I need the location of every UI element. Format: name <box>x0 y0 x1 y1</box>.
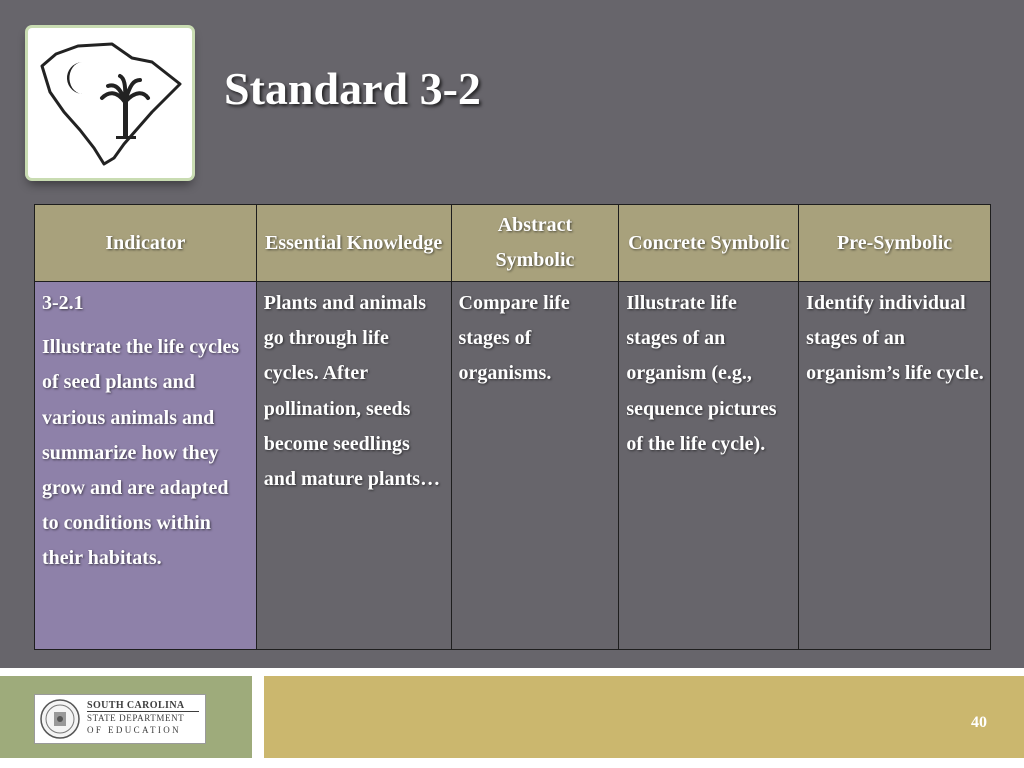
cell-indicator <box>35 282 257 650</box>
footer-gold-band <box>264 676 1024 758</box>
header-indicator: Indicator <box>35 205 257 282</box>
header-pre-symbolic: Pre-Symbolic <box>799 205 991 282</box>
cell-abstract-symbolic: Compare life stages of organisms. <box>451 282 619 650</box>
sc-department-seal-icon <box>39 698 81 740</box>
cell-concrete-symbolic: Illustrate life stages of an organism (e.g., sequence pictures of the life cycle). <box>619 282 799 650</box>
state-logo <box>28 28 192 178</box>
org-name-line2: STATE DEPARTMENT <box>87 713 185 723</box>
standards-table <box>34 204 991 650</box>
slide-title: Standard 3-2 <box>224 63 481 114</box>
cell-pre-symbolic: Identify individual stages of an organism’s life cycle. <box>799 282 991 650</box>
cell-essential-knowledge: Plants and animals go through life cycles. After pollination, seeds become seedlings and mature plants… <box>256 282 451 650</box>
south-carolina-state-logo-icon <box>34 32 186 174</box>
org-name-line3: OF EDUCATION <box>87 725 182 735</box>
org-name-line1: SOUTH CAROLINA <box>87 700 185 711</box>
table-header-row <box>35 205 991 282</box>
page-number: 40 <box>971 714 987 731</box>
sc-department-of-education-logo <box>34 694 206 744</box>
indicator-code: 3-2.1 <box>42 292 84 314</box>
header-abstract-symbolic: Abstract Symbolic <box>451 205 619 282</box>
table-row <box>35 282 991 650</box>
header-concrete-symbolic: Concrete Symbolic <box>619 205 799 282</box>
org-name-divider <box>87 711 199 712</box>
header-essential-knowledge: Essential Knowledge <box>256 205 451 282</box>
indicator-text: Illustrate the life cycles of seed plants and various animals and summarize how they grow and are adapted to conditions within their habitats. <box>42 336 240 570</box>
